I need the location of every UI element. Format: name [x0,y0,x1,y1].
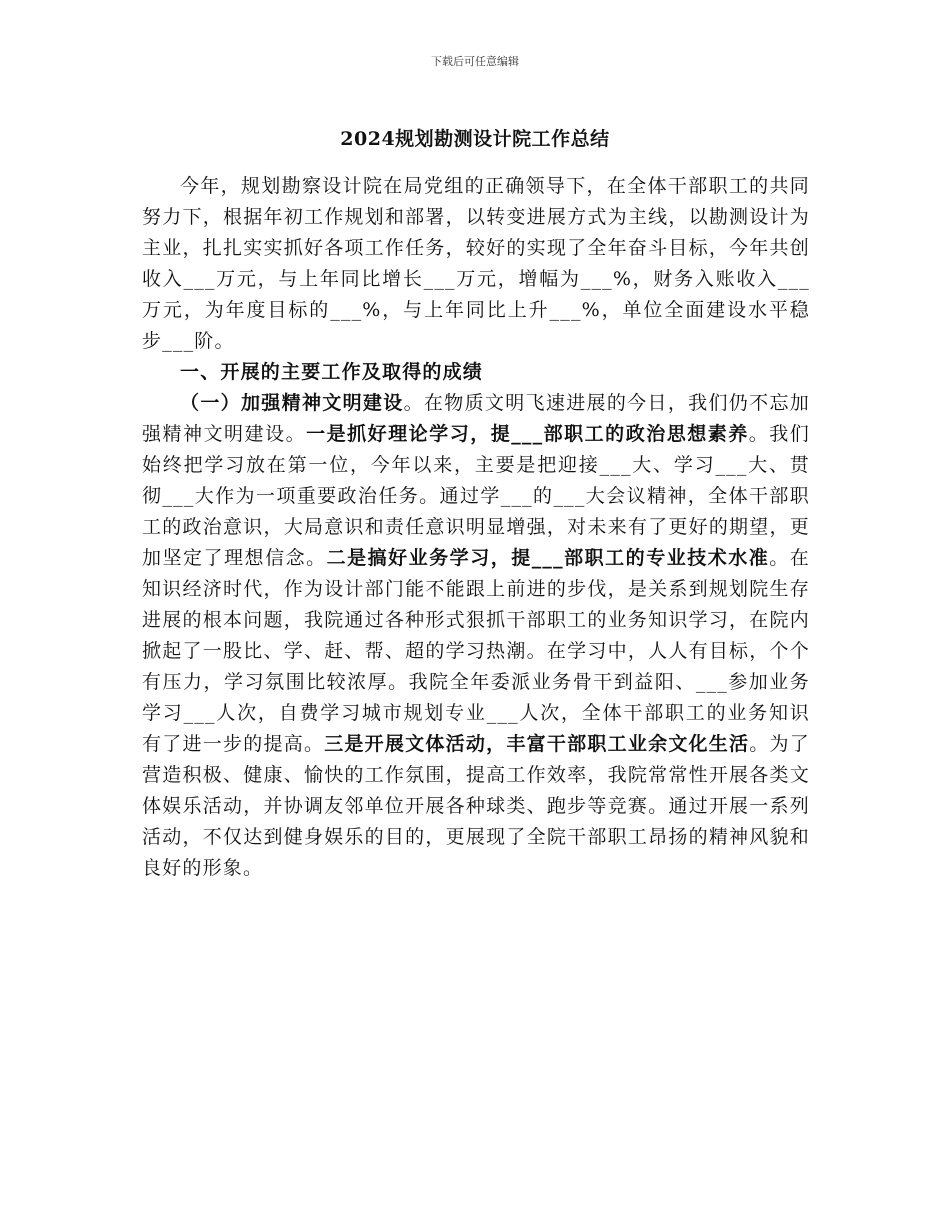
point-3-text: 。为了营造积极、健康、愉快的工作氛围，提高工作效率，我院常常性开展各类文体娱乐活动，并协调友邻单位开展各种球类、跑步等竞赛。通过开展一系列活动，不仅达到健身娱乐的目的，更展现了全院干部职工昂扬的精神风貌和良好的形象。 [142,733,810,879]
point-2-title: 二是搞好业务学习，提___部职工的专业技术水准 [326,547,770,569]
subsection-text: 。在物质文明飞速进展的今日，我们仍不忘加强精神文明建设。 [142,392,810,445]
document-body [142,171,810,884]
point-1-text: 。我们始终把学习放在第一位，今年以来，主要是把迎接___大、学习___大、贯彻___大作为一项重要政治任务。通过学___的___大会议精神，全体干部职工的政治意识，大局意识和责任意识明显增强，对未来有了更好的期望，更加坚定了理想信念。 [142,423,810,569]
section-paragraph [142,388,810,884]
document-title: 2024规划勘测设计院工作总结 [340,128,610,150]
section-heading: 一、开展的主要工作及取得的成绩 [180,361,484,383]
point-3-title: 三是开展文体活动，丰富干部职工业余文化生活 [324,733,750,755]
page-header-note: 下载后可任意编辑 [431,55,519,68]
point-2-text: 。在知识经济时代，作为设计部门能不能跟上前进的步伐，是关系到规划院生存进展的根本问题，我院通过各种形式狠抓干部职工的业务知识学习，在院内掀起了一股比、学、赶、帮、超的学习热潮。在学习中，人人有目标，个个有压力，学习氛围比较浓厚。我院全年委派业务骨干到益阳、___参加业务学习___人次，自费学习城市规划专业___人次，全体干部职工的业务知识有了进一步的提高。 [142,547,810,755]
point-1-title: 一是抓好理论学习，提___部职工的政治思想素养 [306,423,749,445]
intro-paragraph: 今年，规划勘察设计院在局党组的正确领导下，在全体干部职工的共同努力下，根据年初工作规划和部署，以转变进展方式为主线，以勘测设计为主业，扎扎实实抓好各项工作任务，较好的实现了全年奋斗目标，今年共创收入___万元，与上年同比增长___万元，增幅为___%，财务入账收入___万元，为年度目标的___%，与上年同比上升___%，单位全面建设水平稳步___阶。 [142,175,810,352]
subsection-title: （一）加强精神文明建设 [180,392,404,414]
